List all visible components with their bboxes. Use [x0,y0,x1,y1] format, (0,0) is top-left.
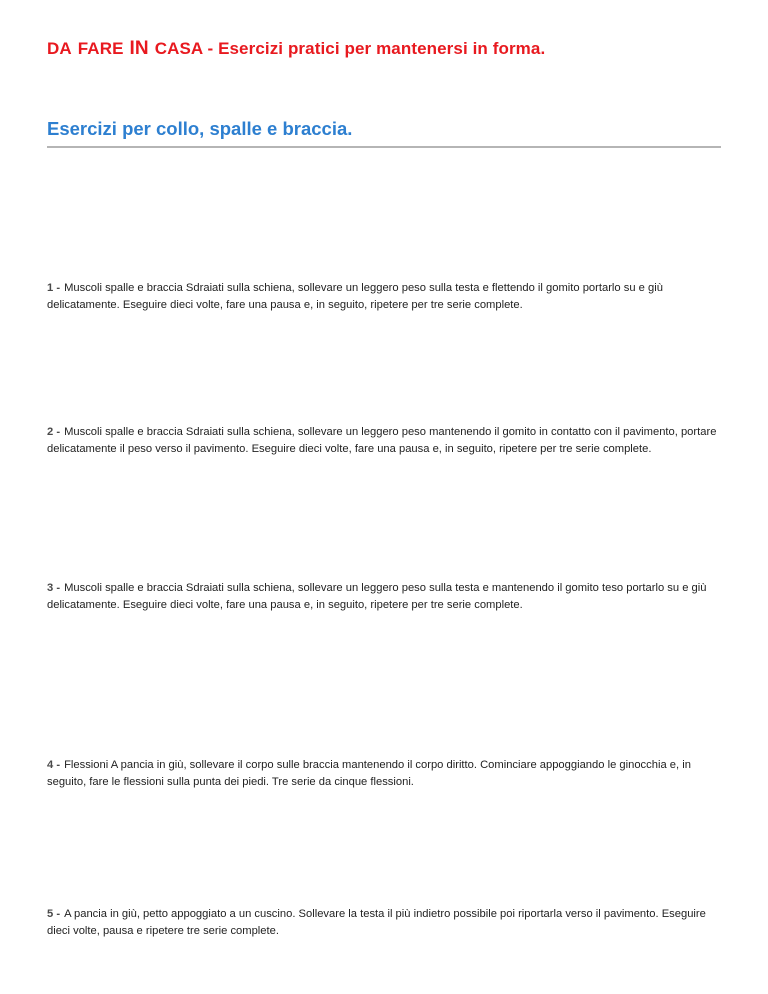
exercise-4 [47,757,727,791]
exercise-number: 4 - [47,759,61,771]
exercise-text: Muscoli spalle e braccia Sdraiati sulla schiena, sollevare un leggero peso sulla testa e mantenendo il gomito teso portarlo su e giù delicatamente. Eseguire dieci volte, fare una pausa e, in seguito, ripetere per tre serie complete. [47,582,707,611]
title-word-in: IN [129,38,149,59]
exercise-2 [47,424,727,458]
exercise-text: Flessioni A pancia in giù, sollevare il corpo sulle braccia mantenendo il corpo diritto. Cominciare appoggiando le ginocchia e, in seguito, fare le flessioni sulla punta dei piedi. Tre serie da cinque flessioni. [47,759,691,788]
exercise-3 [47,580,727,614]
exercise-number: 1 - [47,282,61,294]
section-divider [47,146,721,148]
exercise-text: Muscoli spalle e braccia Sdraiati sulla schiena, sollevare un leggero peso sulla testa e flettendo il gomito portarlo su e giù delicatamente. Eseguire dieci volte, fare una pausa e, in seguito, ripetere per tre serie complete. [47,282,663,311]
page-title [47,38,545,60]
exercise-number: 2 - [47,426,61,438]
title-word-rest: CASA - Esercizi pratici per mantenersi in forma. [154,39,546,58]
exercise-1 [47,280,727,314]
title-word-da: DA [47,39,72,58]
exercise-text: Muscoli spalle e braccia Sdraiati sulla schiena, sollevare un leggero peso mantenendo il gomito in contatto con il pavimento, portare delicatamente il peso verso il pavimento. Eseguire dieci volte, fare una pausa e, in seguito, ripetere per tre serie complete. [47,426,717,455]
section-title: Esercizi per collo, spalle e braccia. [47,118,353,139]
exercise-number: 5 - [47,908,61,920]
title-word-fare: FARE [77,39,124,58]
exercise-text: A pancia in giù, petto appoggiato a un cuscino. Sollevare la testa il più indietro possibile poi riportarla verso il pavimento. Eseguire dieci volte, pausa e ripetere tre serie complete. [47,908,706,937]
exercise-number: 3 - [47,582,61,594]
exercise-5 [47,906,727,940]
